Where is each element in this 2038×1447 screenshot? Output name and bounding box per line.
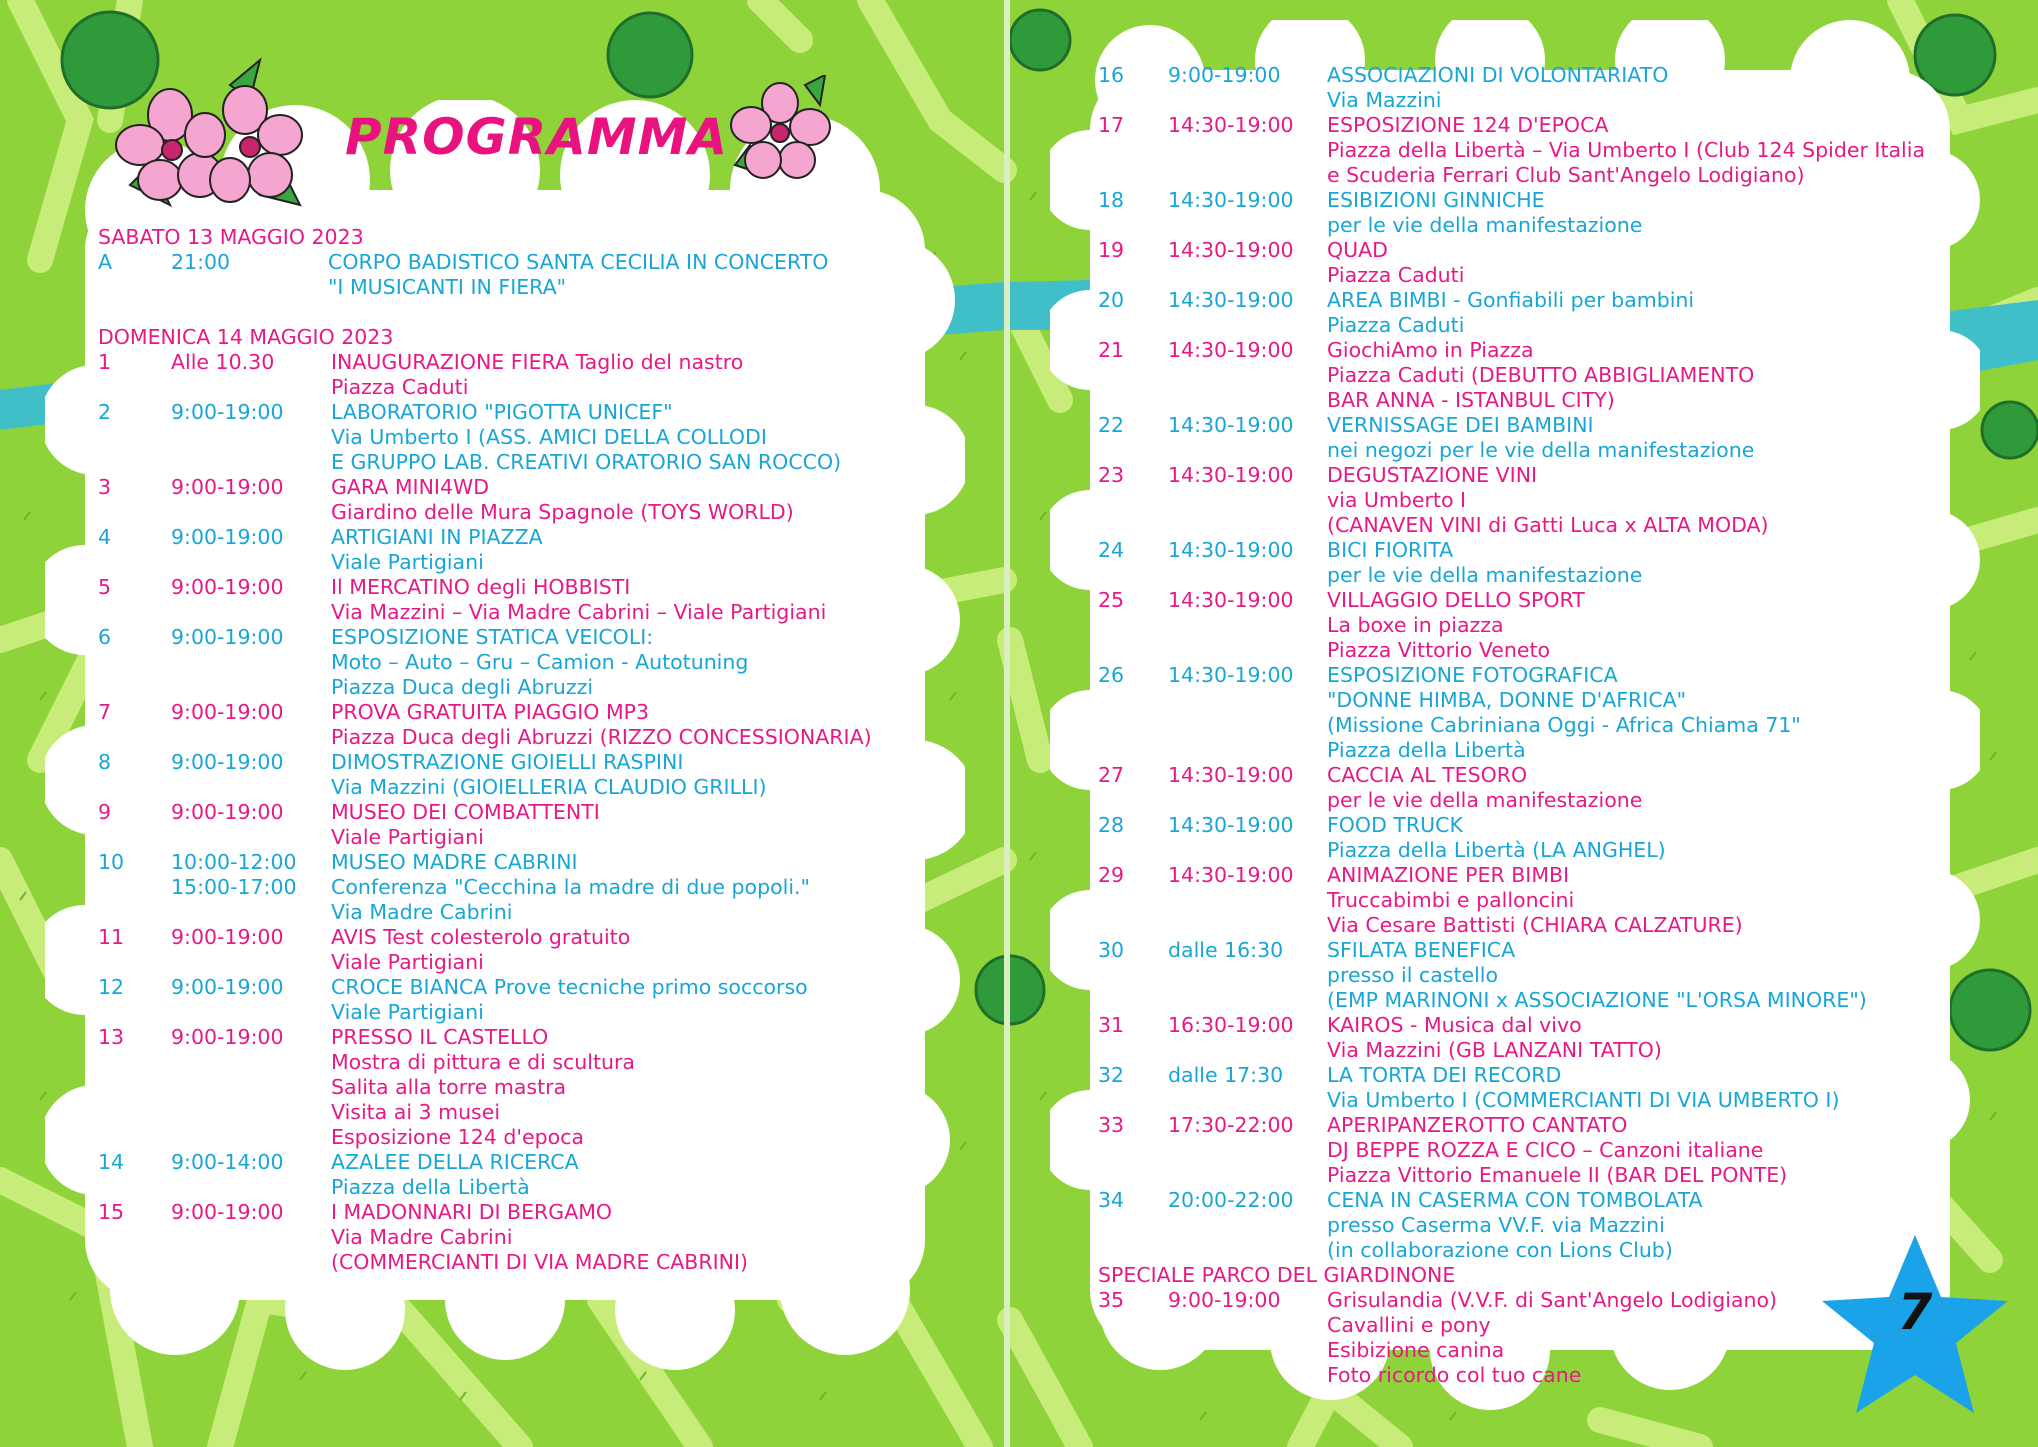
item-number: 4 [98, 525, 112, 549]
item-detail: Piazza della Libertà (LA ANGHEL) [1327, 838, 1666, 862]
item-detail: Via Mazzini (GIOIELLERIA CLAUDIO GRILLI) [331, 775, 767, 799]
item-number: 8 [98, 750, 112, 774]
item-detail: Piazza Caduti [1327, 263, 1465, 287]
program-item-8 [98, 750, 898, 800]
item-number: 17 [1098, 113, 1125, 137]
item-time: 14:30-19:00 [1168, 463, 1294, 487]
item-title: APERIPANZEROTTO CANTATO [1327, 1113, 1628, 1137]
item-title: QUAD [1327, 238, 1388, 262]
item-detail: "I MUSICANTI IN FIERA" [328, 275, 567, 299]
item-number: 7 [98, 700, 112, 724]
item-number: 10 [98, 850, 125, 874]
item-number: 30 [1098, 938, 1125, 962]
item-detail: Conferenza "Cecchina la madre di due popoli." [331, 875, 810, 899]
program-item-14 [98, 1150, 898, 1200]
page-number: 7 [1897, 1283, 1933, 1341]
page-title: PROGRAMMA [345, 108, 729, 166]
item-time: 9:00-19:00 [171, 975, 284, 999]
item-number: 24 [1098, 538, 1125, 562]
item-detail: DJ BEPPE ROZZA E CICO – Canzoni italiane [1327, 1138, 1764, 1162]
item-time: 14:30-19:00 [1168, 338, 1294, 362]
item-detail: Via Madre Cabrini [331, 900, 513, 924]
item-detail: Piazza della Libertà [1327, 738, 1526, 762]
item-title: ASSOCIAZIONI DI VOLONTARIATO [1327, 63, 1669, 87]
item-title: CENA IN CASERMA CON TOMBOLATA [1327, 1188, 1703, 1212]
item-title: VILLAGGIO DELLO SPORT [1327, 588, 1585, 612]
item-title: Il MERCATINO degli HOBBISTI [331, 575, 631, 599]
item-detail: Piazza Duca degli Abruzzi [331, 675, 594, 699]
item-title: CACCIA AL TESORO [1327, 763, 1528, 787]
item-time: 9:00-19:00 [171, 700, 284, 724]
program-item-22 [1098, 413, 1958, 463]
item-number: 28 [1098, 813, 1125, 837]
flower-cluster-left-icon [110, 55, 310, 215]
program-item-29 [1098, 863, 1958, 938]
program-item-33 [1098, 1113, 1958, 1188]
item-detail: Piazza Vittorio Emanuele II (BAR DEL PONTE) [1327, 1163, 1788, 1187]
item-title: ESPOSIZIONE FOTOGRAFICA [1327, 663, 1618, 687]
program-item-21 [1098, 338, 1958, 413]
item-number: 15 [98, 1200, 125, 1224]
item-time: Alle 10.30 [171, 350, 275, 374]
item-title: BICI FIORITA [1327, 538, 1454, 562]
item-title: I MADONNARI DI BERGAMO [331, 1200, 613, 1224]
item-detail: via Umberto I [1327, 488, 1467, 512]
item-title: SFILATA BENEFICA [1327, 938, 1516, 962]
item-time: 14:30-19:00 [1168, 863, 1294, 887]
program-item-3 [98, 475, 898, 525]
item-title: MUSEO MADRE CABRINI [331, 850, 578, 874]
program-item-32 [1098, 1063, 1958, 1113]
program-item-30 [1098, 938, 1958, 1013]
item-detail: Piazza Caduti [331, 375, 469, 399]
item-detail: Via Cesare Battisti (CHIARA CALZATURE) [1327, 913, 1743, 937]
item-detail: Viale Partigiani [331, 825, 484, 849]
item-title: CROCE BIANCA Prove tecniche primo soccorso [331, 975, 808, 999]
item-detail: Salita alla torre mastra [331, 1075, 567, 1099]
item-number: 13 [98, 1025, 125, 1049]
item-number: 11 [98, 925, 125, 949]
special-header: SPECIALE PARCO DEL GIARDINONE [1098, 1263, 1456, 1287]
item-time: 9:00-19:00 [171, 1025, 284, 1049]
item-time: 9:00-19:00 [171, 1200, 284, 1224]
item-number: 32 [1098, 1063, 1125, 1087]
program-item-9 [98, 800, 898, 850]
item-time: 14:30-19:00 [1168, 238, 1294, 262]
item-time: 9:00-19:00 [171, 400, 284, 424]
item-title: AZALEE DELLA RICERCA [331, 1150, 579, 1174]
program-item-28 [1098, 813, 1958, 863]
program-item-23 [1098, 463, 1958, 538]
item-title: Grisulandia (V.V.F. di Sant'Angelo Lodigiano) [1327, 1288, 1778, 1312]
program-item-18 [1098, 188, 1958, 238]
saturday-header: SABATO 13 MAGGIO 2023 [98, 225, 364, 249]
program-item-13 [98, 1025, 898, 1150]
item-detail: Via Mazzini [1327, 88, 1442, 112]
item-detail: Viale Partigiani [331, 1000, 484, 1024]
item-detail: Cavallini e pony [1327, 1313, 1491, 1337]
item-detail: per le vie della manifestazione [1327, 563, 1643, 587]
item-number: 20 [1098, 288, 1125, 312]
item-title: FOOD TRUCK [1327, 813, 1463, 837]
item-number: 3 [98, 475, 112, 499]
item-detail: La boxe in piazza [1327, 613, 1504, 637]
item-detail: Moto – Auto – Gru – Camion - Autotuning [331, 650, 749, 674]
item-detail: Via Mazzini – Via Madre Cabrini – Viale Partigiani [331, 600, 827, 624]
program-item-27 [1098, 763, 1958, 813]
item-detail: Foto ricordo col tuo cane [1327, 1363, 1582, 1387]
program-item-12 [98, 975, 898, 1025]
page-divider [1004, 0, 1010, 1447]
right-program-column [1098, 63, 1958, 1388]
item-detail: Viale Partigiani [331, 950, 484, 974]
item-title: ESIBIZIONI GINNICHE [1327, 188, 1545, 212]
item-title: AVIS Test colesterolo gratuito [331, 925, 631, 949]
item-detail: E GRUPPO LAB. CREATIVI ORATORIO SAN ROCCO) [331, 450, 842, 474]
item-time: dalle 16:30 [1168, 938, 1284, 962]
item-detail: Giardino delle Mura Spagnole (TOYS WORLD) [331, 500, 794, 524]
program-item-10 [98, 850, 898, 925]
item-title: LA TORTA DEI RECORD [1327, 1063, 1562, 1087]
item-detail: BAR ANNA - ISTANBUL CITY) [1327, 388, 1615, 412]
item-detail: Mostra di pittura e di scultura [331, 1050, 635, 1074]
left-program-column [98, 225, 898, 1275]
sunday-header: DOMENICA 14 MAGGIO 2023 [98, 325, 394, 349]
item-detail: (EMP MARINONI x ASSOCIAZIONE "L'ORSA MINORE") [1327, 988, 1867, 1012]
item-detail: nei negozi per le vie della manifestazione [1327, 438, 1755, 462]
item-detail: Piazza Vittorio Veneto [1327, 638, 1551, 662]
item-number: 25 [1098, 588, 1125, 612]
item-number: 18 [1098, 188, 1125, 212]
item-time: 9:00-19:00 [1168, 1288, 1281, 1312]
item-title: ESPOSIZIONE 124 D'EPOCA [1327, 113, 1609, 137]
item-number: 1 [98, 350, 112, 374]
item-number: A [98, 250, 113, 274]
item-detail: Truccabimbi e palloncini [1327, 888, 1575, 912]
item-detail: Viale Partigiani [331, 550, 484, 574]
item-time: 9:00-19:00 [171, 925, 284, 949]
item-time-secondary: 15:00-17:00 [171, 875, 297, 899]
item-time: 9:00-19:00 [171, 800, 284, 824]
program-item-20 [1098, 288, 1958, 338]
item-number: 9 [98, 800, 112, 824]
item-title: AREA BIMBI - Gonfiabili per bambini [1327, 288, 1695, 312]
program-item-31 [1098, 1013, 1958, 1063]
item-detail: "DONNE HIMBA, DONNE D'AFRICA" [1327, 688, 1687, 712]
item-detail: Via Umberto I (COMMERCIANTI DI VIA UMBERTO I) [1327, 1088, 1840, 1112]
item-title: DIMOSTRAZIONE GIOIELLI RASPINI [331, 750, 684, 774]
item-time: 14:30-19:00 [1168, 538, 1294, 562]
item-title: LABORATORIO "PIGOTTA UNICEF" [331, 400, 673, 424]
program-item-25 [1098, 588, 1958, 663]
item-time: 9:00-19:00 [1168, 63, 1281, 87]
item-detail: Esposizione 124 d'epoca [331, 1125, 584, 1149]
program-item-4 [98, 525, 898, 575]
item-title: PROVA GRATUITA PIAGGIO MP3 [331, 700, 650, 724]
item-detail: Piazza Caduti (DEBUTTO ABBIGLIAMENTO [1327, 363, 1755, 387]
item-time: 14:30-19:00 [1168, 763, 1294, 787]
item-detail: (in collaborazione con Lions Club) [1327, 1238, 1673, 1262]
program-item-2 [98, 400, 898, 475]
program-item-15 [98, 1200, 898, 1275]
item-time: 9:00-14:00 [171, 1150, 284, 1174]
item-time: 9:00-19:00 [171, 525, 284, 549]
item-time: 9:00-19:00 [171, 750, 284, 774]
item-detail: Piazza Duca degli Abruzzi (RIZZO CONCESSIONARIA) [331, 725, 872, 749]
item-number: 35 [1098, 1288, 1125, 1312]
item-title: CORPO BADISTICO SANTA CECILIA IN CONCERTO [328, 250, 829, 274]
item-time: dalle 17:30 [1168, 1063, 1284, 1087]
item-number: 31 [1098, 1013, 1125, 1037]
item-number: 2 [98, 400, 112, 424]
item-number: 22 [1098, 413, 1125, 437]
program-item-1 [98, 350, 898, 400]
program-item-17 [1098, 113, 1958, 188]
item-detail: Via Madre Cabrini [331, 1225, 513, 1249]
program-item-26 [1098, 663, 1958, 763]
item-detail: per le vie della manifestazione [1327, 788, 1643, 812]
item-number: 33 [1098, 1113, 1125, 1137]
item-number: 21 [1098, 338, 1125, 362]
item-number: 6 [98, 625, 112, 649]
item-detail: Piazza Caduti [1327, 313, 1465, 337]
item-time: 14:30-19:00 [1168, 588, 1294, 612]
item-title: ANIMAZIONE PER BIMBI [1327, 863, 1570, 887]
item-title: MUSEO DEI COMBATTENTI [331, 800, 600, 824]
program-item-a [98, 250, 898, 300]
item-time: 14:30-19:00 [1168, 663, 1294, 687]
item-title: INAUGURAZIONE FIERA Taglio del nastro [331, 350, 744, 374]
item-time: 14:30-19:00 [1168, 813, 1294, 837]
item-detail: (CANAVEN VINI di Gatti Luca x ALTA MODA) [1327, 513, 1769, 537]
item-detail: presso il castello [1327, 963, 1499, 987]
item-time: 17:30-22:00 [1168, 1113, 1294, 1137]
page-number-star [1822, 1235, 2008, 1413]
item-time: 10:00-12:00 [171, 850, 297, 874]
item-time: 14:30-19:00 [1168, 413, 1294, 437]
item-time: 16:30-19:00 [1168, 1013, 1294, 1037]
item-number: 29 [1098, 863, 1125, 887]
item-time: 9:00-19:00 [171, 575, 284, 599]
item-time: 20:00-22:00 [1168, 1188, 1294, 1212]
item-time: 9:00-19:00 [171, 625, 284, 649]
item-detail: Via Umberto I (ASS. AMICI DELLA COLLODI [331, 425, 767, 449]
item-detail: per le vie della manifestazione [1327, 213, 1643, 237]
item-time: 21:00 [171, 250, 231, 274]
item-number: 16 [1098, 63, 1125, 87]
item-number: 12 [98, 975, 125, 999]
item-detail: Piazza della Libertà – Via Umberto I (Club 124 Spider Italia [1327, 138, 1926, 162]
program-item-24 [1098, 538, 1958, 588]
program-item-7 [98, 700, 898, 750]
item-detail: e Scuderia Ferrari Club Sant'Angelo Lodigiano) [1327, 163, 1805, 187]
item-time: 14:30-19:00 [1168, 288, 1294, 312]
program-item-19 [1098, 238, 1958, 288]
item-number: 27 [1098, 763, 1125, 787]
item-detail: Piazza della Libertà [331, 1175, 530, 1199]
item-detail: (Missione Cabriniana Oggi - Africa Chiama 71" [1327, 713, 1801, 737]
item-detail: presso Caserma VV.F. via Mazzini [1327, 1213, 1665, 1237]
program-item-5 [98, 575, 898, 625]
program-item-16 [1098, 63, 1958, 113]
flower-right-icon [725, 75, 835, 185]
item-number: 23 [1098, 463, 1125, 487]
item-number: 19 [1098, 238, 1125, 262]
program-item-6 [98, 625, 898, 700]
item-time: 14:30-19:00 [1168, 188, 1294, 212]
item-title: VERNISSAGE DEI BAMBINI [1327, 413, 1594, 437]
item-detail: Via Mazzini (GB LANZANI TATTO) [1327, 1038, 1662, 1062]
item-number: 34 [1098, 1188, 1125, 1212]
item-detail: (COMMERCIANTI DI VIA MADRE CABRINI) [331, 1250, 749, 1274]
item-title: GARA MINI4WD [331, 475, 490, 499]
item-detail: Visita ai 3 musei [331, 1100, 501, 1124]
item-number: 26 [1098, 663, 1125, 687]
item-title: ESPOSIZIONE STATICA VEICOLI: [331, 625, 654, 649]
item-title: GiochiAmo in Piazza [1327, 338, 1534, 362]
item-number: 5 [98, 575, 112, 599]
item-title: DEGUSTAZIONE VINI [1327, 463, 1538, 487]
item-number: 14 [98, 1150, 125, 1174]
item-detail: Esibizione canina [1327, 1338, 1505, 1362]
item-title: PRESSO IL CASTELLO [331, 1025, 549, 1049]
item-title: ARTIGIANI IN PIAZZA [331, 525, 543, 549]
program-item-11 [98, 925, 898, 975]
item-time: 14:30-19:00 [1168, 113, 1294, 137]
item-title: KAIROS - Musica dal vivo [1327, 1013, 1582, 1037]
item-time: 9:00-19:00 [171, 475, 284, 499]
